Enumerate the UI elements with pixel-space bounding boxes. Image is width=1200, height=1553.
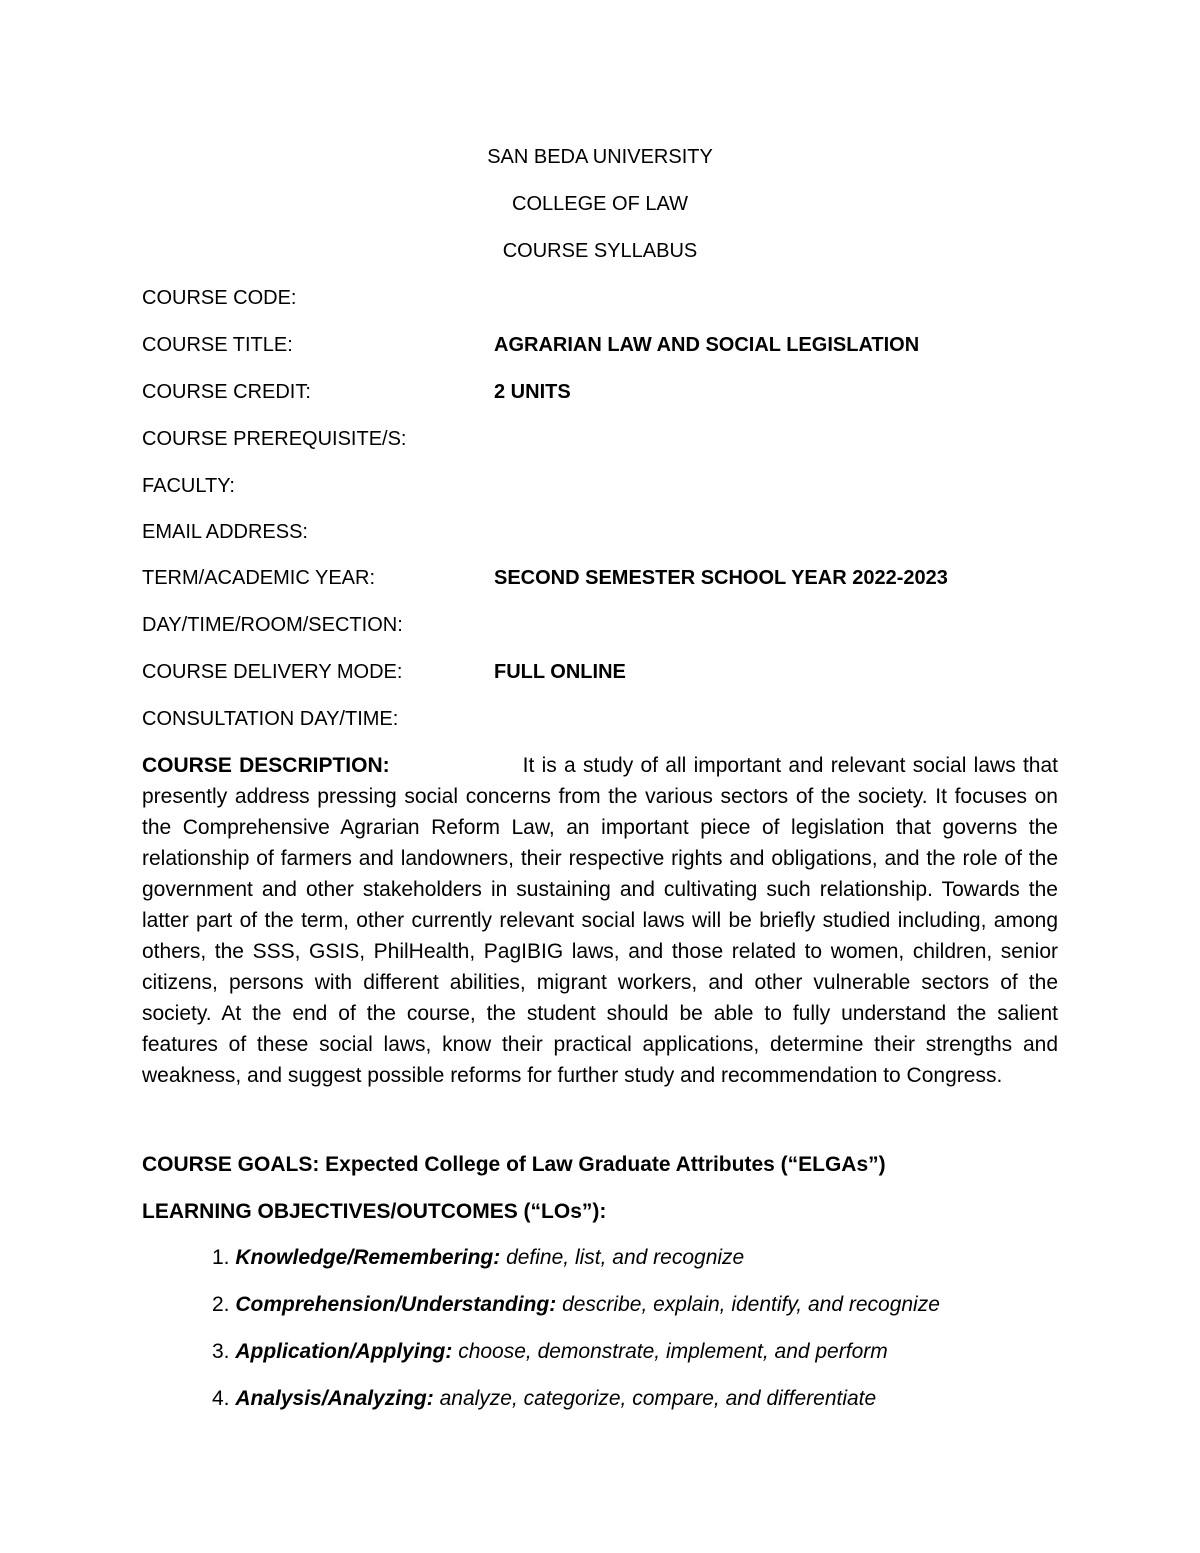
- field-label: COURSE PREREQUISITE/S:: [142, 428, 407, 450]
- college-name-text: COLLEGE OF LAW: [512, 193, 688, 215]
- document-title: [0, 239, 1200, 263]
- learning-objective-item: [212, 1245, 744, 1271]
- course-description: [142, 750, 1058, 1091]
- field-value: FULL ONLINE: [494, 661, 626, 683]
- university-name-text: SAN BEDA UNIVERSITY: [487, 146, 713, 168]
- learning-objective-item: [212, 1292, 940, 1318]
- learning-objective-desc: choose, demonstrate, implement, and perform: [458, 1340, 888, 1363]
- course-goals-heading: COURSE GOALS: Expected College of Law Graduate Attributes (“ELGAs”): [142, 1153, 886, 1176]
- learning-objective-term: Knowledge/Remembering:: [235, 1246, 501, 1269]
- field-label: COURSE CODE:: [142, 287, 297, 309]
- learning-objective-item: [212, 1386, 876, 1412]
- learning-objective-item: [212, 1339, 888, 1365]
- college-name: [0, 192, 1200, 216]
- field-label: FACULTY:: [142, 475, 235, 497]
- learning-objective-number: 2.: [212, 1293, 230, 1316]
- learning-objective-term: Analysis/Analyzing:: [235, 1387, 434, 1410]
- learning-objective-number: 3.: [212, 1340, 230, 1363]
- field-label: COURSE CREDIT:: [142, 381, 311, 403]
- document-title-text: COURSE SYLLABUS: [502, 240, 698, 262]
- learning-objective-term: Application/Applying:: [235, 1340, 453, 1363]
- learning-objective-desc: describe, explain, identify, and recognize: [562, 1293, 940, 1316]
- field-value: SECOND SEMESTER SCHOOL YEAR 2022-2023: [494, 567, 948, 589]
- learning-objective-desc: analyze, categorize, compare, and differentiate: [439, 1387, 877, 1410]
- learning-objective-number: 4.: [212, 1387, 230, 1410]
- field-label: EMAIL ADDRESS:: [142, 521, 308, 543]
- university-name: [0, 145, 1200, 169]
- field-label: COURSE TITLE:: [142, 334, 293, 356]
- field-value: AGRARIAN LAW AND SOCIAL LEGISLATION: [494, 334, 920, 356]
- course-description-label: COURSE DESCRIPTION:: [142, 754, 390, 777]
- course-description-text: It is a study of all important and relevant social laws that presently address pressing social concerns from the various sectors of the society. It focuses on the Comprehensive Agrarian Reform Law, an important piece of legislation that governs the relationship of farmers and landowners, their respective rights and obligations, and the role of the government and other stakeholders in sustaining and cultivating such relationship. Towards the latter part of the term, other currently relevant social laws will be briefly studied including, among others, the SSS, GSIS, PhilHealth, PagIBIG laws, and those related to women, children, senior citizens, persons with different abilities, migrant workers, and other vulnerable sectors of the society. At the end of the course, the student should be able to fully understand the salient features of these social laws, know their practical applications, determine their strengths and weakness, and suggest possible reforms for further study and recommendation to Congress.: [142, 754, 1059, 1087]
- field-label: CONSULTATION DAY/TIME:: [142, 708, 399, 730]
- field-label: TERM/ACADEMIC YEAR:: [142, 567, 375, 589]
- learning-objective-term: Comprehension/Understanding:: [235, 1293, 557, 1316]
- field-value: 2 UNITS: [494, 381, 571, 403]
- learning-objective-desc: define, list, and recognize: [506, 1246, 745, 1269]
- field-label: DAY/TIME/ROOM/SECTION:: [142, 614, 403, 636]
- learning-objectives-heading: LEARNING OBJECTIVES/OUTCOMES (“LOs”):: [142, 1200, 607, 1223]
- field-label: COURSE DELIVERY MODE:: [142, 661, 403, 683]
- learning-objective-number: 1.: [212, 1246, 230, 1269]
